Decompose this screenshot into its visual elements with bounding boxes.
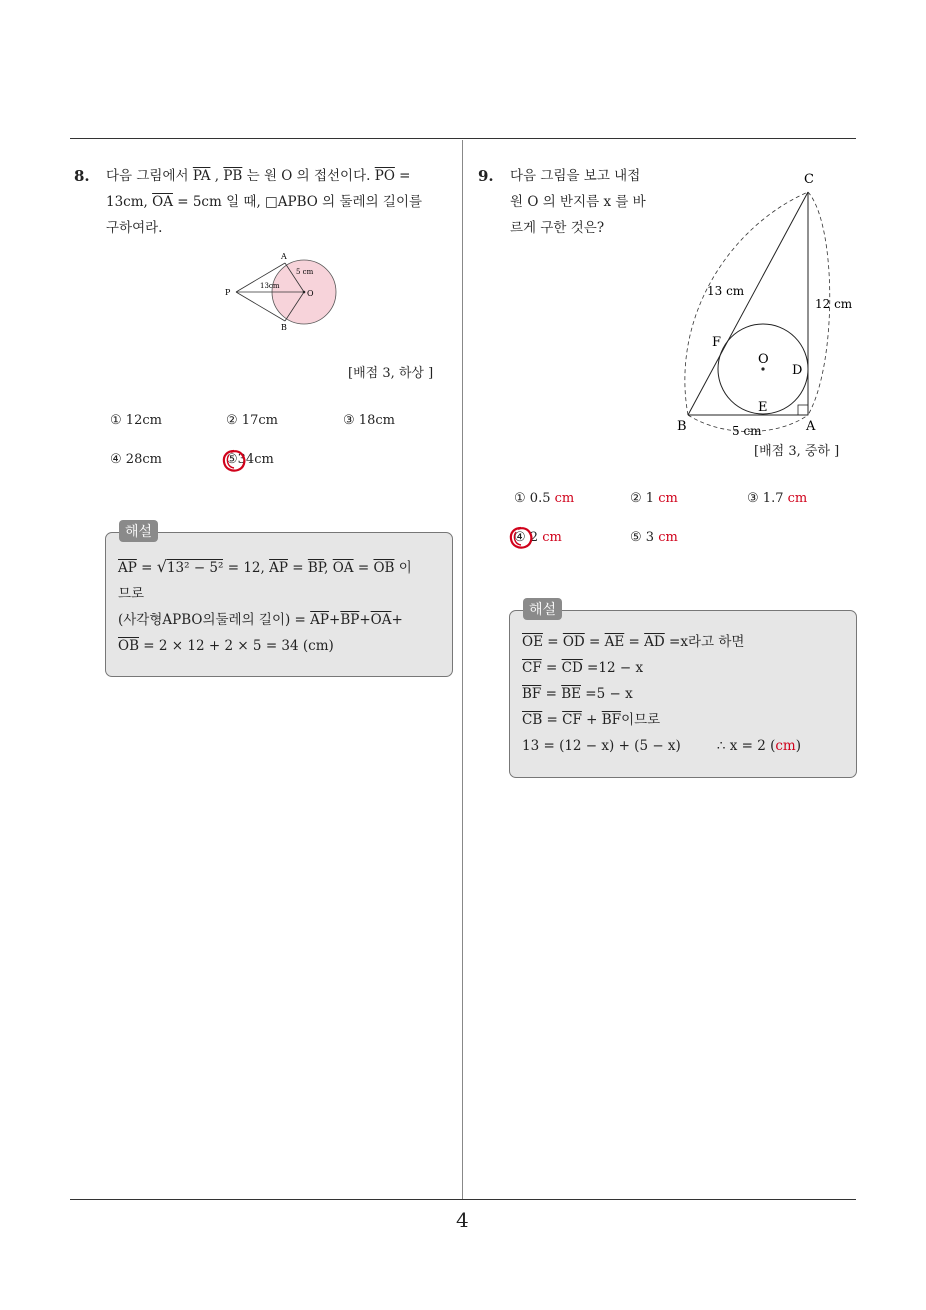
choice-number: ④ bbox=[514, 530, 526, 545]
q8-label-p: P bbox=[225, 288, 231, 297]
q9-sol-row2: $\overline{CF} = \overline{CD} =12 - x$ bbox=[522, 660, 644, 676]
choice-text: 12cm bbox=[125, 413, 162, 428]
q8-sol-line4: $\overline{OB} = 2 \times 12 + 2 \times 5 = 34$ (cm) bbox=[118, 638, 334, 654]
q9-number: 9. bbox=[478, 167, 494, 185]
choice-number: ② bbox=[630, 491, 642, 506]
choice-number: ⑤ bbox=[630, 530, 642, 545]
choice-value: 1 bbox=[645, 491, 655, 506]
q8-choice-4[interactable] bbox=[110, 452, 162, 467]
q8-label-a: A bbox=[281, 252, 287, 261]
q8-line3: 구하여라. bbox=[106, 220, 163, 236]
choice-value: 2 bbox=[529, 530, 539, 545]
q9-choice-2[interactable] bbox=[630, 491, 678, 506]
q9-answer-mark-icon bbox=[507, 524, 535, 552]
q8-label-b: B bbox=[281, 323, 287, 332]
page-number: 4 bbox=[456, 1208, 469, 1232]
q9-label-c: C bbox=[804, 172, 814, 187]
q9-label-e: E bbox=[758, 400, 768, 415]
q9-label-5cm: 5 cm bbox=[732, 424, 762, 438]
q9-choice-1[interactable] bbox=[514, 491, 574, 506]
q8-solution-tag: 해설 bbox=[119, 520, 158, 542]
q8-number: 8. bbox=[74, 167, 90, 185]
q8-line2: 13cm, $\overline{OA} = 5cm$ 일 때, □APBO 의 둘레의 길이를 bbox=[106, 194, 423, 210]
q8-label-13cm: 13cm bbox=[260, 282, 280, 290]
choice-unit: cm bbox=[787, 491, 808, 506]
q9-label-f: F bbox=[712, 335, 722, 350]
q8-sol-line1: $\overline{AP} = √13^2 - 5^2 = 12$, $\overline{AP} = \overline{BP}$, $\overline{OA} = \overline{OB}$ 이 bbox=[118, 557, 412, 576]
q9-stem bbox=[510, 163, 670, 241]
choice-unit: cm bbox=[658, 491, 678, 506]
choice-number: ③ bbox=[747, 491, 759, 506]
choice-value: 3 bbox=[645, 530, 655, 545]
q9-line1: 다음 그림을 보고 내접 bbox=[510, 168, 641, 184]
q8-answer-mark-icon bbox=[220, 447, 248, 475]
q8-solution-text bbox=[118, 554, 448, 659]
q9-label-a: A bbox=[806, 419, 816, 434]
choice-text: 17cm bbox=[241, 413, 278, 428]
q9-choice-5[interactable] bbox=[630, 530, 678, 545]
q8-sol-line2: 므로 bbox=[118, 586, 145, 602]
choice-unit: cm bbox=[542, 530, 562, 545]
q9-line2: 원 O 의 반지름 x 를 바 bbox=[510, 194, 646, 210]
q9-label-o: O bbox=[758, 352, 769, 367]
choice-unit: cm bbox=[554, 491, 575, 506]
choice-number: ③ bbox=[343, 413, 355, 428]
q9-line3: 르게 구한 것은? bbox=[510, 220, 605, 236]
q9-solution-tag: 해설 bbox=[523, 598, 562, 620]
choice-text: 34cm bbox=[237, 452, 274, 467]
q8-choice-3[interactable] bbox=[343, 413, 395, 428]
top-rule bbox=[70, 138, 856, 139]
q8-label-o: O bbox=[307, 289, 314, 298]
q8-line1: 다음 그림에서 $\overline{PA}$ , $\overline{PB}$ 는 원 O 의 접선이다. $\overline{PO}$ = bbox=[106, 168, 411, 184]
q9-sol-row5: 13 = (12 − x) + (5 − x) ∴ x = 2 (cm) bbox=[522, 738, 802, 754]
q9-label-d: D bbox=[792, 363, 803, 378]
q9-solution-text bbox=[522, 629, 852, 759]
q8-figure bbox=[222, 250, 342, 334]
q9-sol-row3: $\overline{BF} = \overline{BE} =5 - x$ bbox=[522, 686, 633, 702]
q9-label-13cm: 13 cm bbox=[707, 284, 745, 298]
q8-label-5cm: 5 cm bbox=[296, 268, 314, 276]
column-divider bbox=[462, 140, 463, 1200]
choice-unit: cm bbox=[658, 530, 678, 545]
q9-sol-row1: $\overline{OE} = \overline{OD} = \overline{AE} = \overline{AD} =x$라고 하면 bbox=[522, 634, 745, 650]
q9-label-b: B bbox=[677, 419, 687, 434]
choice-value: 1.7 bbox=[762, 491, 784, 506]
choice-number: ⑤ bbox=[226, 452, 238, 467]
q8-choice-1[interactable] bbox=[110, 413, 162, 428]
q9-right-angle bbox=[798, 405, 808, 415]
q9-side-bc bbox=[688, 192, 808, 415]
q8-choice-2[interactable] bbox=[226, 413, 278, 428]
q8-difficulty: [배점 3, 하상 ] bbox=[348, 366, 434, 381]
q9-sol-row4: $\overline{CB} = \overline{CF} + \overline{BF}$이므로 bbox=[522, 712, 661, 728]
choice-text: 18cm bbox=[358, 413, 395, 428]
choice-text: 28cm bbox=[125, 452, 162, 467]
choice-number: ① bbox=[110, 413, 122, 428]
q9-choice-3[interactable] bbox=[747, 491, 807, 506]
q9-figure bbox=[672, 165, 862, 443]
choice-number: ④ bbox=[110, 452, 122, 467]
choice-number: ② bbox=[226, 413, 238, 428]
choice-value: 0.5 bbox=[529, 491, 551, 506]
choice-number: ① bbox=[514, 491, 526, 506]
q9-label-12cm: 12 cm bbox=[815, 297, 853, 311]
bottom-rule bbox=[70, 1199, 856, 1200]
q8-stem bbox=[106, 163, 456, 241]
q8-sol-line3: (사각형APBO의둘레의 길이) = $\overline{AP}+\overline{BP}+\overline{OA}+$ bbox=[118, 612, 403, 628]
q9-difficulty: [배점 3, 중하 ] bbox=[754, 444, 840, 459]
